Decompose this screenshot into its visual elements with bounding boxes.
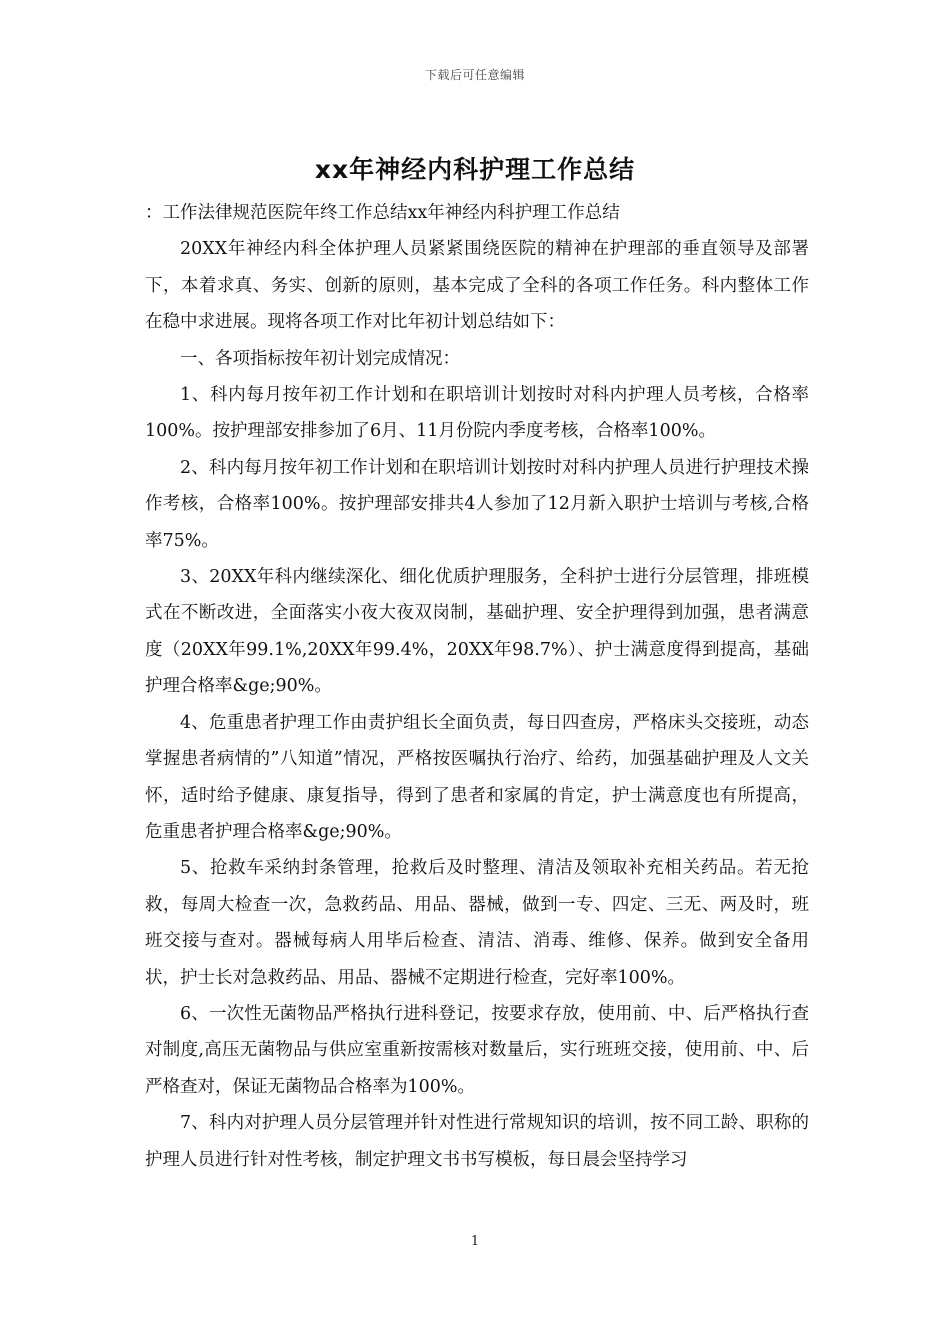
document-body xyxy=(145,195,809,1178)
subtitle-line: ：工作法律规范医院年终工作总结xx年神经内科护理工作总结 xyxy=(145,203,620,223)
paragraph-item-4: 4、危重患者护理工作由责护组长全面负责，每日四查房，严格床头交接班，动态掌握患者病情的”八知道”情况，严格按医嘱执行治疗、给药，加强基础护理及人文关怀，适时给予健康、康复指导，得到了患者和家属的肯定，护士满意度也有所提高，危重患者护理合格率&ge;90%。 xyxy=(145,712,809,842)
document-title: xx年神经内科护理工作总结 xyxy=(314,155,636,184)
section-heading: 一、各项指标按年初计划完成情况： xyxy=(180,348,460,369)
header-note: 下载后可任意编辑 xyxy=(424,68,525,82)
paragraph-item-1: 1、科内每月按年初工作计划和在职培训计划按时对科内护理人员考核，合格率100%。按护理部安排参加了6月、11月份院内季度考核，合格率100%。 xyxy=(145,385,809,442)
paragraph-item-7: 7、科内对护理人员分层管理并针对性进行常规知识的培训，按不同工龄、职称的护理人员进行针对性考核，制定护理文书书写模板，每日晨会坚持学习 xyxy=(145,1113,809,1170)
paragraph-item-5: 5、抢救车采纳封条管理，抢救后及时整理、清洁及领取补充相关药品。若无抢救，每周大检查一次，急救药品、用品、器械，做到一专、四定、三无、两及时，班班交接与查对。器械每病人用毕后检查、清洁、消毒、维修、保养。做到安全备用状，护士长对急救药品、用品、器械不定期进行检查，完好率100%。 xyxy=(145,858,809,988)
paragraph-item-6: 6、一次性无菌物品严格执行进科登记，按要求存放，使用前、中、后严格执行查对制度,高压无菌物品与供应室重新按需核对数量后，实行班班交接，使用前、中、后严格查对，保证无菌物品合格率为100%。 xyxy=(145,1003,809,1097)
paragraph-intro: 20XX年神经内科全体护理人员紧紧围绕医院的精神在护理部的垂直领导及部署下，本着求真、务实、创新的原则，基本完成了全科的各项工作任务。科内整体工作在稳中求进展。现将各项工作对比年初计划总结如下： xyxy=(145,239,809,333)
page-number: 1 xyxy=(470,1234,480,1249)
paragraph-item-3: 3、20XX年科内继续深化、细化优质护理服务，全科护士进行分层管理，排班模式在不断改进，全面落实小夜大夜双岗制，基础护理、安全护理得到加强，患者满意度（20XX年99.1%,20XX年99.4%，20XX年98.7%）、护士满意度得到提高，基础护理合格率&ge;90%。 xyxy=(145,567,809,697)
paragraph-item-2: 2、科内每月按年初工作计划和在职培训计划按时对科内护理人员进行护理技术操作考核，合格率100%。按护理部安排共4人参加了12月新入职护士培训与考核,合格率75%。 xyxy=(145,457,809,551)
